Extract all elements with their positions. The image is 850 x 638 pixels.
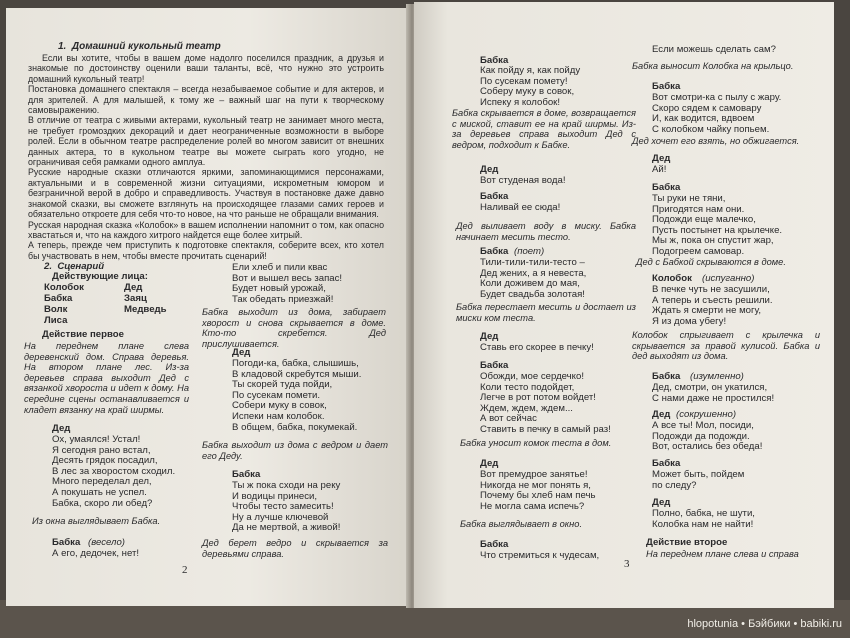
- r2-babka-4-name: Бабка: [652, 458, 681, 469]
- r-ded-1-text: Вот студеная вода!: [480, 175, 566, 186]
- r-babka-3-note: (поет): [514, 246, 545, 257]
- r2-direction-4: Колобок спрыгивает с крылечка и скрывается за правой кулисой. Бабка и дед выходят из дома.: [632, 330, 820, 362]
- r2-babka-3-note: (изумленно): [690, 371, 744, 382]
- section-1-title: 1. Домашний кукольный театр: [58, 41, 221, 52]
- r-babka-2-name: Бабка: [480, 191, 509, 202]
- r-direction-5: Бабка выглядывает в окно.: [460, 519, 583, 529]
- r-ded-3-name: Дед: [480, 458, 499, 469]
- r2-babka-2-text: Ты руки не тяни, Пригодятся нам они. Подожди еще малечко, Пусть постынет на крылечке. Мы ж, пока он спустит жар, Подогреем самовар.: [652, 193, 783, 257]
- r2-babka-1-name: Бабка: [652, 81, 681, 92]
- r2-direction-1: Бабка выносит Колобка на крыльцо.: [632, 61, 794, 71]
- r-babka-5-text: Что стремиться к чудесам,: [480, 550, 600, 561]
- page-number-left: 2: [182, 564, 188, 576]
- r-ded-2-name: Дед: [480, 331, 499, 342]
- cast-lisa: Лиса: [44, 315, 68, 326]
- r-direction-3: Бабка перестает месить и достает из миски ком теста.: [456, 302, 636, 323]
- ded-1-name: Дед: [52, 423, 71, 434]
- r-babka-4-name: Бабка: [480, 360, 509, 371]
- r2-ded-2-name: Дед: [652, 409, 671, 420]
- r2-ded-3-text: Полно, бабка, не шути, Колобка нам не найти!: [652, 508, 755, 530]
- r2-babka-4-text-1: Может быть, пойдем по следу?: [652, 469, 745, 491]
- ded-2-text: Погоди-ка, бабка, слышишь, В кладовой скребутся мыши. Ты скорей туда пойди, По сусекам помети. Собери муку в совок, Испеки нам колобок. В общем, бабка, покумекай.: [232, 358, 362, 433]
- r-direction-4: Бабка уносит комок теста в дом.: [460, 438, 612, 448]
- babka-1-text: А его, дедочек, нет!: [52, 548, 140, 559]
- babka-2-text: Ты ж пока сходи на реку И водицы принеси, Чтобы тесто замесить! Ну а лучше ключевой Да не мертвой, а живой!: [232, 480, 341, 534]
- r-direction-2: Дед выливает воду в миску. Бабка начинает месить тесто.: [456, 221, 636, 242]
- r-babka-4-text: Обожди, мое сердечко! Коли тесто подойдет, Легче в рот потом войдет! Ждем, ждем, ждем... А вот сейчас Ставить в печку в самый раз!: [480, 371, 611, 435]
- r2-top-line: Если можешь сделать сам?: [652, 44, 776, 55]
- babka-1-note: (весело): [88, 537, 125, 548]
- left-page: [6, 8, 410, 606]
- direction-window: Из окна выглядывает Бабка.: [32, 516, 161, 526]
- r-babka-3-name: Бабка: [480, 246, 509, 257]
- r2-ded-1-name: Дед: [652, 153, 671, 164]
- act-2-direction: На переднем плане слева и справа: [646, 549, 799, 559]
- r2-babka-2-name: Бабка: [652, 182, 681, 193]
- r2-babka-1-text: Вот смотри-ка с пылу с жару. Скоро сядем к самовару И, как водится, вдвоем С колобком чайку попьем.: [652, 92, 782, 135]
- section-2-title: 2. Сценарий: [44, 261, 105, 272]
- act-2-title: Действие второе: [646, 537, 728, 548]
- r2-kolobok-note: (испуганно): [702, 273, 755, 284]
- intro-paragraph: Если вы хотите, чтобы в вашем доме надолго поселился праздник, а друзья и знакомые по достоинству оценили ваши таланты, всё, что нужно это устроить домашний кукольный театр! Постановка домашнего спектакля – всегда незабываемое событие и для актеров, и для зрителей. А для малышей, к тому же – важный шаг на пути к творческому самовыражению. В отличие от театра с живыми актерами, кукольный театр не занимает много места, не требует громоздких декораций и дает неограниченные возможности в выборе ролей. Если в обычном театре распределение ролей во многом зависит от внешних данных актера, то в кукольном театре вы можете сыграть кого угодно, не ограничивая себя рамками одного амплуа. Русские народные сказки отличаются яркими, запоминающимися персонажами, актуальными и в современной жизни ситуациями, искрометным юмором и безграничной верой в добро и справедливость. Участвуя в постановке даже давно знакомой сказки, вы сможете взглянуть на происходящее глазами самих героев и обязательно откроете для себя что-то новое, на что раньше не обращали внимания. Русская народная сказка «Колобок» в вашем исполнении напомнит о том, как опасно хвастаться и, что на каждого хитрого найдется еще более хитрый. А теперь, прежде чем приступить к подготовке спектакля, соберите всех, кто хотел бы участвовать в нем, чтобы вместе прочитать сценарий!: [28, 53, 384, 261]
- cast-ded: Дед: [124, 282, 143, 293]
- r-babka-2-text: Наливай ее сюда!: [480, 202, 561, 213]
- r-babka-1-text: Как пойду я, как пойду По сусекам пометy! Соберу муку в совок, Испеку я колобок!: [480, 65, 581, 108]
- cast-title: Действующие лица:: [52, 271, 148, 282]
- page-number-right: 3: [624, 558, 630, 570]
- r2-ded-2-text: А все ты! Мол, посиди, Подожди да подожди. Вот, остались без обеда!: [652, 420, 763, 453]
- r2-direction-2: Дед хочет его взять, но обжигается.: [632, 136, 800, 146]
- r2-babka-3-text: Дед, смотри, он укатился, С нами даже не простился!: [652, 382, 775, 404]
- cast-kolobok: Колобок: [44, 282, 84, 293]
- cast-zayats: Заяц: [124, 293, 147, 304]
- r-babka-1-name: Бабка: [480, 55, 509, 66]
- right-page: [414, 2, 834, 608]
- act-1-title: Действие первое: [42, 329, 124, 340]
- r2-ded-1-text: Ай!: [652, 164, 667, 175]
- r2-direction-3: Дед с Бабкой скрываются в доме.: [636, 257, 786, 267]
- ded-2-name: Дед: [232, 347, 251, 358]
- cast-volk: Волк: [44, 304, 68, 315]
- r2-kolobok-text: В печке чуть не засушили, А теперь и съесть решили. Ждать я смерти не могу, Я из дома убегу!: [652, 284, 773, 327]
- r-direction-1: Бабка скрывается в доме, возвращается с миской, ставит ее на край ширмы. Из-за деревьев справа выходит Дед с ведром, подходит к Бабке.: [452, 108, 636, 150]
- r2-ded-3-name: Дед: [652, 497, 671, 508]
- r-babka-5-name: Бабка: [480, 539, 509, 550]
- r-ded-2-text: Ставь его скорее в печку!: [480, 342, 594, 353]
- r2-kolobok-name: Колобок: [652, 273, 692, 284]
- act-1-direction: На переднем плане слева деревенский дом. Справа деревья. На втором плане лес. Из-за деревьев справа выходит Дед с вязанкой хвороста и идет к дому. На середине сцены останавливается и кладет вязанку на край ширмы.: [24, 341, 189, 415]
- cast-medved: Медведь: [124, 304, 167, 315]
- ded-1-text: Ох, умаялся! Устал! Я сегодня рано встал, Десять грядок посадил, В лес за хворостом сходил. Много переделал дел, А покушать не успел. Бабка, скоро ли обед?: [52, 434, 176, 509]
- babka-2-name: Бабка: [232, 469, 261, 480]
- r-ded-3-text: Вот премудрое занятье! Никогда не мог понять я, Почему бы хлеб нам печь Не могла сама испечь?: [480, 469, 596, 512]
- direction-ded-takes: Дед берет ведро и скрывается за деревьями справа.: [202, 538, 388, 559]
- verse-top-right: Ели хлеб и пили квас Вот и вышел весь запас! Будет новый урожай, Так обедать приезжай!: [232, 262, 343, 305]
- babka-1-name: Бабка: [52, 537, 81, 548]
- r-ded-1-name: Дед: [480, 164, 499, 175]
- r-babka-3-text: Тили-тили-тили-тесто – Дед жених, а я невеста, Коли доживем до мая, Будет свадьба золотая!: [480, 257, 587, 300]
- direction-bucket: Бабка выходит из дома с ведром и дает его Деду.: [202, 440, 388, 461]
- direction-babka-exit: Бабка выходит из дома, забирает хворост и снова скрывается в доме. Кто-то скребется. Дед прислушивается.: [202, 307, 386, 349]
- r2-babka-3-name: Бабка: [652, 371, 681, 382]
- r2-ded-2-note: (сокрушенно): [676, 409, 737, 420]
- watermark: hlopotunia • Бэйбики • babiki.ru: [687, 618, 842, 630]
- cast-babka: Бабка: [44, 293, 73, 304]
